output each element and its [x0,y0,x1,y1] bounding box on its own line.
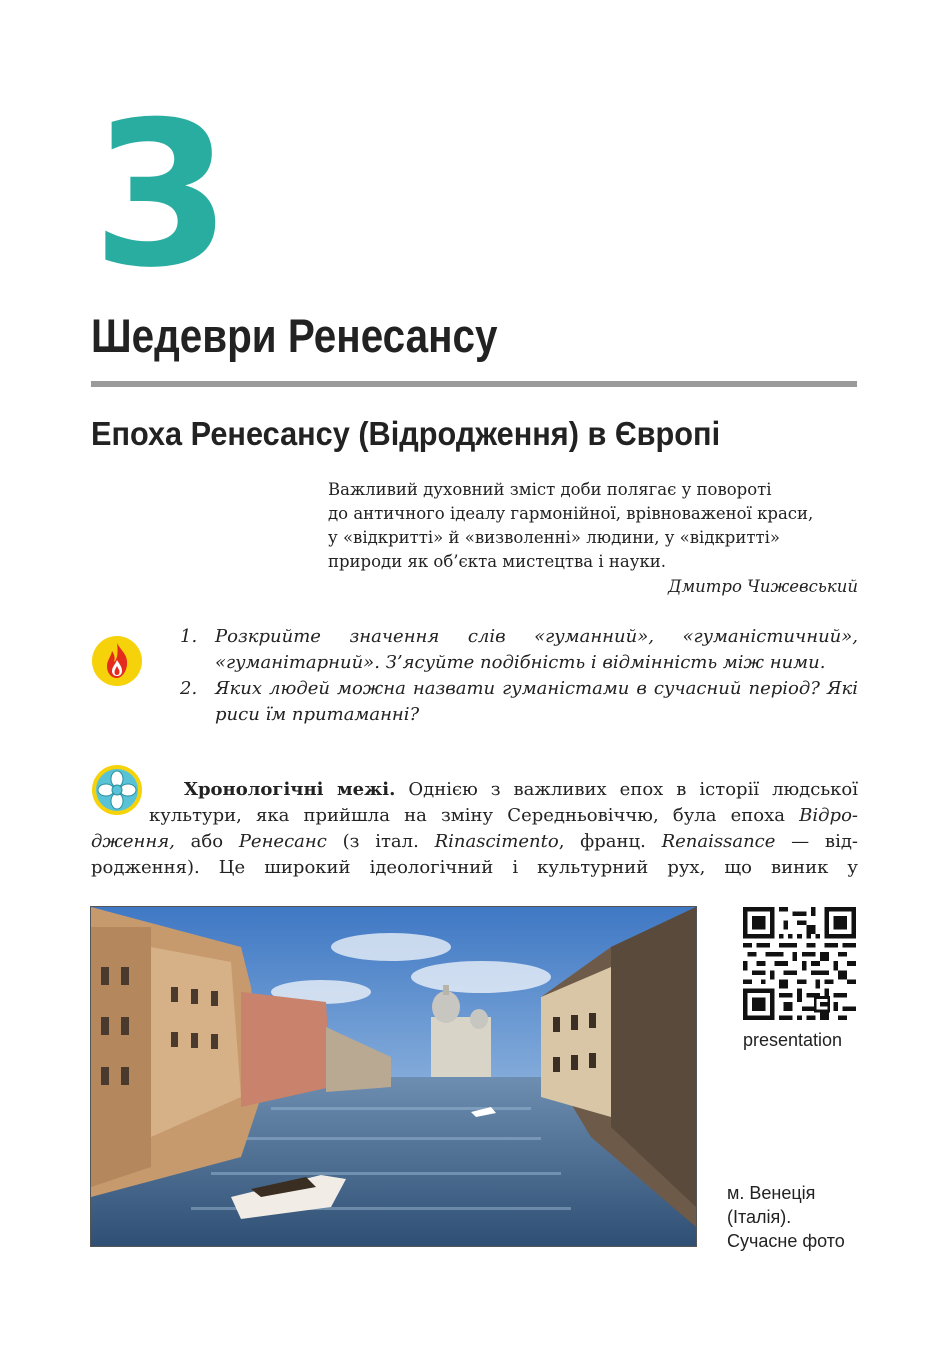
question-number: 2. [180,678,198,699]
photo-caption-line: Сучасне фото [727,1231,845,1251]
body-line [91,803,858,829]
body-line: родження). Це широкий ідеологічний і культурний рух, що виник у [91,857,858,878]
question-list [180,624,858,728]
chapter-number: 3 [92,79,232,312]
photo-caption [727,1181,867,1253]
body-line [91,777,858,803]
question-item [180,624,858,676]
body-term: Rinascimento [434,831,559,852]
body-term: дження, [91,831,175,852]
qr-code[interactable] [743,907,856,1020]
body-text-span: (з італ. [326,831,435,852]
title-divider [91,381,857,387]
photo-caption-line: (Італія). [727,1207,792,1227]
body-text-span: , франц. [558,831,662,852]
epigraph-author: Дмитро Чижевський [668,577,858,596]
epigraph-line: природи як об’єкта мистецтва і науки. [328,552,666,571]
question-text: Яких людей можна назвати гуманістами в сучасний період? Які риси їм притаманні? [215,678,858,725]
body-text-span: Однією з важливих епох в історії людської [395,779,858,800]
epigraph-line: до античного ідеалу гармонійної, врівноваженої краси, [328,504,814,523]
photo-caption-line: м. Венеція [727,1183,816,1203]
venice-photo [91,907,696,1246]
body-paragraph [91,777,858,881]
epigraph-line: у «відкритті» й «визволенні» людини, у «відкритті» [328,528,780,547]
body-text-span: — від- [775,831,858,852]
question-text: Розкрийте значення слів «гуманний», «гуманістичний», «гуманітарний». З’ясуйте подібність і відмінність між ними. [215,626,858,673]
section-title: Епоха Ренесансу (Відродження) в Європі [91,415,721,452]
epigraph [328,478,858,599]
body-term: Renaissance [661,831,776,852]
body-text-span: або [174,831,239,852]
question-item [180,676,858,728]
epigraph-line: Важливий духовний зміст доби полягає у повороті [328,480,772,499]
chapter-title: Шедеври Ренесансу [91,309,498,362]
qr-caption: presentation [743,1030,843,1050]
question-number: 1. [180,626,198,647]
fire-icon [91,635,143,687]
body-term: Відро- [799,805,858,826]
body-line [91,829,858,855]
body-text-span: культури, яка прийшла на зміну Середньовіччю, була епоха [149,805,800,826]
body-lead: Хронологічні межі. [184,779,396,800]
body-term: Ренесанс [238,831,327,852]
